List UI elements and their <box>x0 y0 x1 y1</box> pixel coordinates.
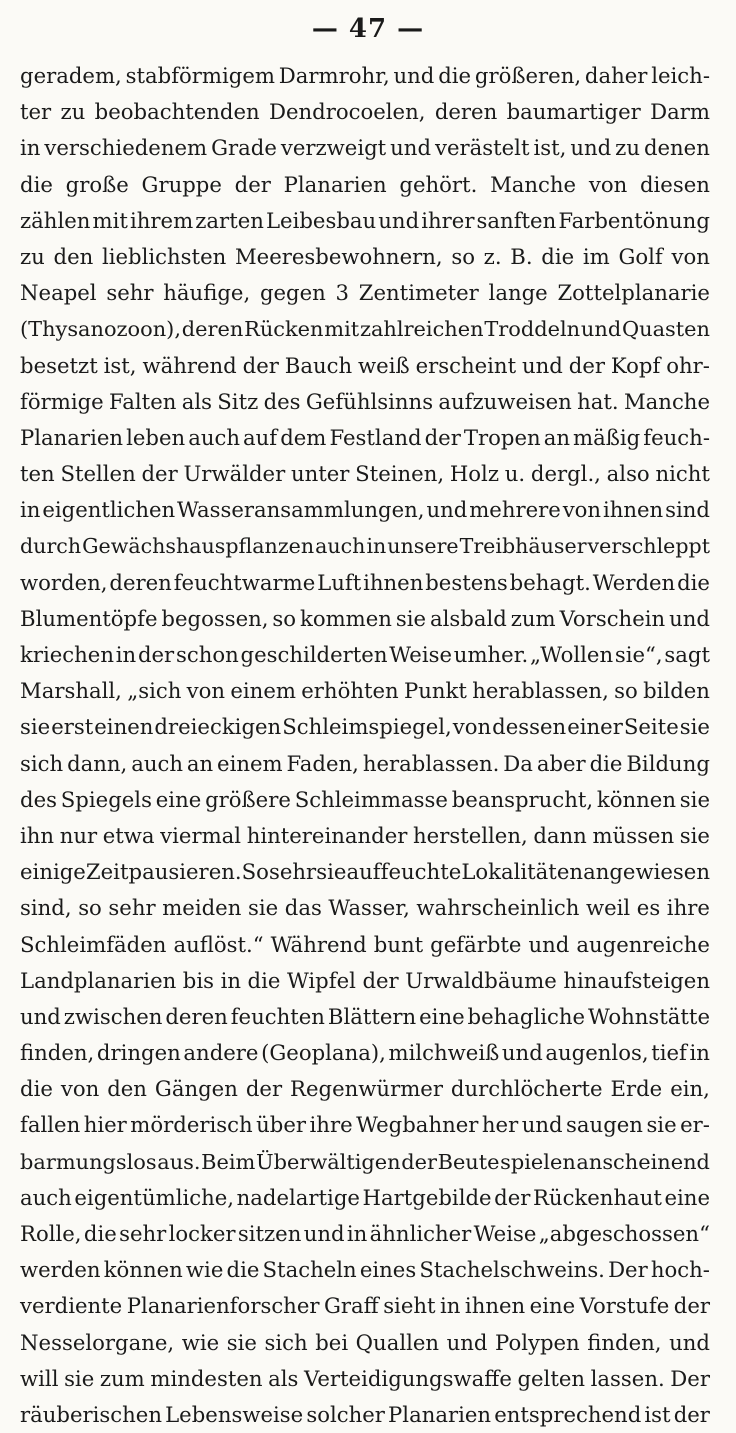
text-line: ter zu beobachtenden Dendrocoelen, deren baumartiger Darm <box>20 99 710 125</box>
text-line: (Thysanozoon), deren Rücken mit zahlreichen Troddeln und Quasten <box>20 317 710 342</box>
text-line: Rolle, die sehr locker sitzen und in ähnlicher Weise „abgeschossen“ <box>20 1221 710 1246</box>
text-line: Nesselorgane, wie sie sich bei Quallen und Polypen finden, und <box>20 1329 710 1355</box>
text-line: die von den Gängen der Regenwürmer durchlöcherte Erde ein, <box>20 1076 710 1102</box>
text-line: Neapel sehr häufige, gegen 3 Zentimeter lange Zottelplanarie <box>20 280 710 306</box>
text-line: geradem, stabförmigem Darmrohr, und die größeren, daher leich- <box>20 63 710 88</box>
text-line: Planarien leben auch auf dem Festland der Tropen an mäßig feuch- <box>20 424 710 450</box>
text-line: auch eigentümliche, nadelartige Hartgebilde der Rückenhaut eine <box>20 1184 710 1210</box>
text-line: des Spiegels eine größere Schleimmasse beansprucht, können sie <box>20 786 710 812</box>
page-number: — 47 — <box>311 14 425 44</box>
text-line: will sie zum mindesten als Verteidigungswaffe gelten lassen. Der <box>20 1365 710 1391</box>
text-line: durch Gewächshauspflanzen auch in unsere Treibhäuser verschleppt <box>20 534 710 559</box>
text-line: Marshall, „sich von einem erhöhten Punkt herablassen, so bilden <box>20 678 710 704</box>
text-line: kriechen in der schon geschilderten Weise umher. „Wollen sie“, sagt <box>20 642 710 667</box>
text-line: ten Stellen der Urwälder unter Steinen, Holz u. dergl., also nicht <box>20 461 710 487</box>
text-line: einige Zeit pausieren. Sosehr sie auf feuchte Lokalitäten angewiesen <box>20 859 710 885</box>
text-line: finden, dringen andere (Geoplana), milchweiß und augenlos, tief in <box>20 1040 710 1066</box>
text-line: ihn nur etwa viermal hintereinander herstellen, dann müssen sie <box>20 822 710 848</box>
text-line: die große Gruppe der Planarien gehört. Manche von diesen <box>20 171 710 197</box>
text-line: in verschiedenem Grade verzweigt und verästelt ist, und zu denen <box>20 135 710 161</box>
text-line: besetzt ist, während der Bauch weiß erscheint und der Kopf ohr- <box>20 352 710 378</box>
text-line: sie erst einen dreieckigen Schleimspiegel, von dessen einer Seite sie <box>20 714 710 740</box>
text-line: verdiente Planarienforscher Graff sieht in ihnen eine Vorstufe der <box>20 1293 710 1319</box>
text-line: werden können wie die Stacheln eines Stachelschweins. Der hoch- <box>20 1257 710 1283</box>
text-line: barmungslos aus. Beim Überwältigen der Beute spielen anscheinend <box>20 1149 710 1174</box>
text-line: sind, so sehr meiden sie das Wasser, wahrscheinlich weil es ihre <box>20 895 710 921</box>
text-line: worden, deren feuchtwarme Luft ihnen bestens behagt. Werden die <box>20 569 710 595</box>
body-text <box>20 58 710 1433</box>
text-line: zu den lieblichsten Meeresbewohnern, so z. B. die im Golf von <box>20 243 710 269</box>
text-line: fallen hier mörderisch über ihre Wegbahner her und saugen sie er- <box>20 1112 710 1138</box>
text-line: und zwischen deren feuchten Blättern eine behagliche Wohnstätte <box>20 1003 710 1029</box>
text-line: Landplanarien bis in die Wipfel der Urwaldbäume hinaufsteigen <box>20 967 710 993</box>
text-line: sich dann, auch an einem Faden, herablassen. Da aber die Bildung <box>20 750 710 776</box>
text-line: Schleimfäden auflöst.“ Während bunt gefärbte und augenreiche <box>20 931 710 957</box>
text-line: zählen mit ihrem zarten Leibesbau und ihrer sanften Farbentönung <box>20 207 710 233</box>
text-line: Blumentöpfe begossen, so kommen sie alsbald zum Vorschein und <box>20 605 710 631</box>
text-line: räuberischen Lebensweise solcher Planarien entsprechend ist der <box>20 1401 710 1427</box>
text-line: förmige Falten als Sitz des Gefühlsinns aufzuweisen hat. Manche <box>20 388 710 414</box>
text-line: in eigentlichen Wasseransammlungen, und mehrere von ihnen sind <box>20 497 710 523</box>
